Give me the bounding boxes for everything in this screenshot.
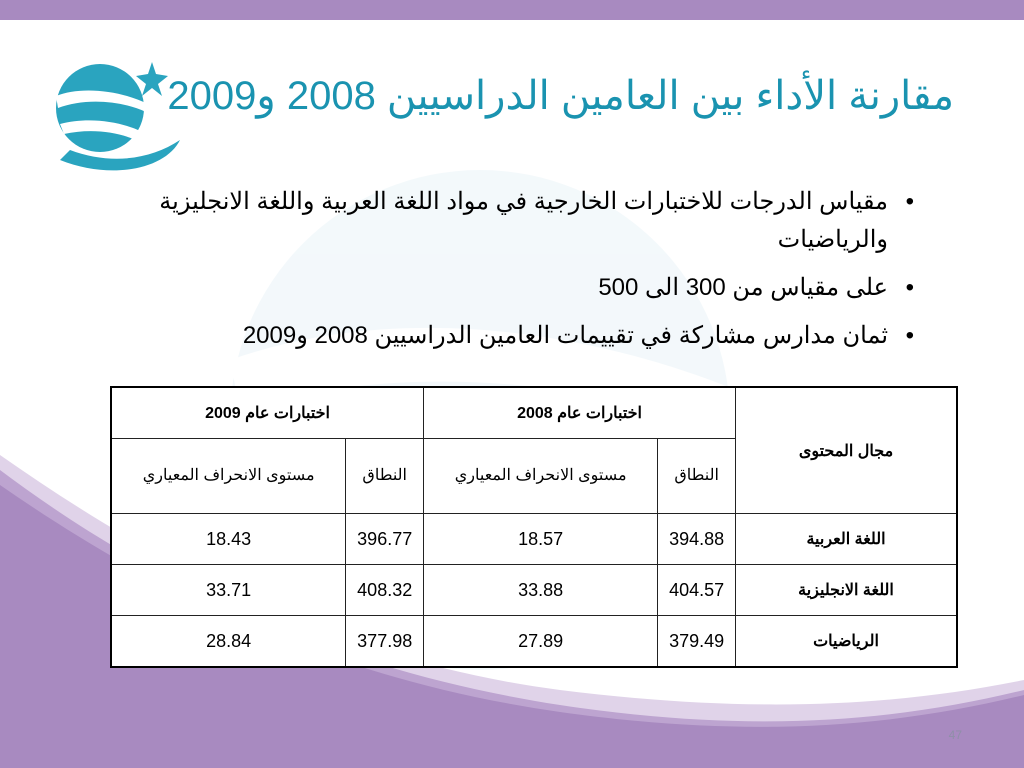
table-row	[111, 616, 957, 668]
row-category: اللغة العربية	[736, 514, 958, 565]
table-cell: 377.98	[346, 616, 424, 668]
globe-star-logo-icon	[56, 62, 180, 170]
table-cell: 33.71	[111, 565, 346, 616]
table-cell: 396.77	[346, 514, 424, 565]
table-cell: 408.32	[346, 565, 424, 616]
subheader-stddev-2009: مستوى الانحراف المعياري	[111, 439, 346, 514]
table-header-row	[111, 387, 957, 439]
table-row	[111, 514, 957, 565]
bullet-list	[154, 183, 914, 365]
subheader-range-2009: النطاق	[346, 439, 424, 514]
bullet-item	[154, 317, 914, 355]
bullet-item	[154, 269, 914, 307]
table-cell: 18.43	[111, 514, 346, 565]
row-category: الرياضيات	[736, 616, 958, 668]
bullet-item	[154, 183, 914, 259]
comparison-table-wrapper	[110, 386, 958, 668]
row-category: اللغة الانجليزية	[736, 565, 958, 616]
group-header-2008: اختبارات عام 2008	[424, 387, 736, 439]
bullet-dot: •	[905, 322, 914, 349]
page-number: 47	[948, 728, 962, 742]
table-cell: 394.88	[658, 514, 736, 565]
table-cell: 404.57	[658, 565, 736, 616]
bullet-dot: •	[905, 188, 914, 215]
table-row	[111, 565, 957, 616]
top-band	[0, 0, 1024, 20]
table-cell: 18.57	[424, 514, 658, 565]
bullet-text: مقياس الدرجات للاختبارات الخارجية في مواد اللغة العربية واللغة الانجليزية والرياضيات	[159, 188, 888, 253]
subheader-range-2008: النطاق	[658, 439, 736, 514]
bullet-text: ثمان مدارس مشاركة في تقييمات العامين الدراسيين 2008 و2009	[242, 322, 888, 349]
table-cell: 379.49	[658, 616, 736, 668]
table-cell: 33.88	[424, 565, 658, 616]
group-header-2009: اختبارات عام 2009	[111, 387, 424, 439]
category-header: مجال المحتوى	[736, 387, 958, 514]
comparison-table	[110, 386, 958, 668]
table-cell: 28.84	[111, 616, 346, 668]
table-cell: 27.89	[424, 616, 658, 668]
subheader-stddev-2008: مستوى الانحراف المعياري	[424, 439, 658, 514]
bullet-text: على مقياس من 300 الى 500	[598, 274, 888, 301]
slide-title: مقارنة الأداء بين العامين الدراسيين 2008 و2009	[167, 74, 954, 118]
bullet-dot: •	[905, 274, 914, 301]
